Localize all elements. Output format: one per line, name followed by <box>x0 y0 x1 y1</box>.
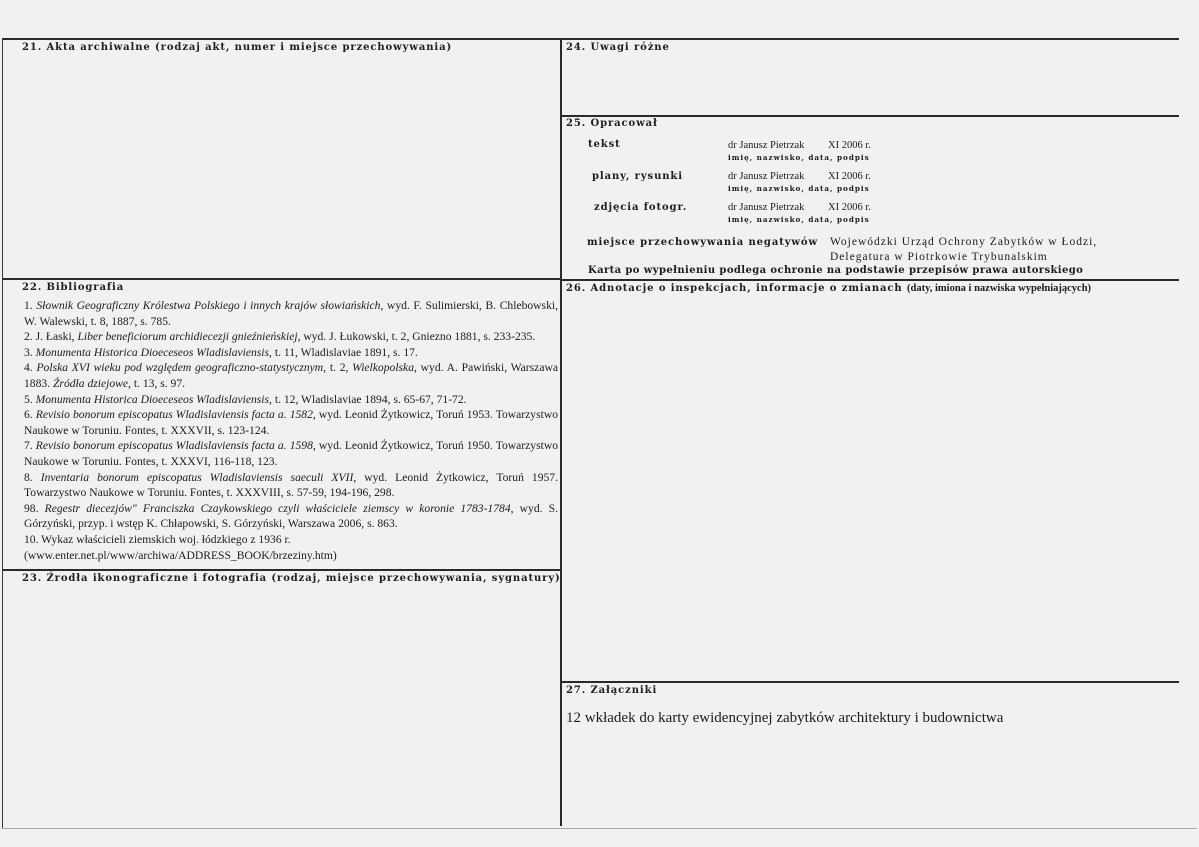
rule-26-27 <box>562 681 1179 683</box>
bib-entry-9: 98. Regestr diecezjów" Franciszka Czaykowskiego czyli właściciele ziemscy w koronie 1783-1784, wyd. S. Górzyński, przyp. i wstęp K. Chłapowski, S. Górzyński, Warszawa 2006, s. 863. <box>24 501 559 531</box>
vertical-divider <box>560 38 562 826</box>
section-24-title: 24. Uwagi różne <box>566 42 670 53</box>
opracowal-author-zdjecia: dr Janusz Pietrzak <box>728 202 805 213</box>
opracowal-hint-plany: imię, nazwisko, data, podpis <box>728 184 870 193</box>
bib-entry-8: 8. Inventaria bonorum episcopatus Wladislaviensis saeculi XVII, wyd. Leonid Żytkowicz, Toruń 1957. Towarzystwo Naukowe w Toruniu. Fontes, t. XXXVIII, s. 57-59, 194-196, 298. <box>24 470 558 500</box>
bib-entry-3: 3. Monumenta Historica Dioeceseos Wladislaviensis, t. 11, Wladislaviae 1891, s. 17. <box>24 345 418 359</box>
bib-entry-6: 6. Revisio bonorum episcopatus Wladislaviensis facta a. 1582, wyd. Leonid Żytkowicz, Toruń 1953. Towarzystwo Naukowe w Toruniu. Fontes, t. XXXVII, s. 123-124. <box>24 408 559 437</box>
opracowal-date-plany: XI 2006 r. <box>828 171 871 182</box>
bib-entry-7: 7. Revisio bonorum episcopatus Wladislaviensis facta a. 1598, wyd. Leonid Żytkowicz, Toruń 1950. Towarzystwo Naukowe w Toruniu. Fontes, t. XXXVI, 116-118, 123. <box>24 439 559 468</box>
bib-entry-1: 1. Słownik Geograficzny Królestwa Polskiego i innych krajów słowiańskich, wyd. F. Sulimierski, B. Chlebowski, W. Walewski, t. 8, 1887, s. 785. <box>24 299 558 328</box>
section-23-title: 23. Źrodła ikonograficzne i fotografia (rodzaj, miejsce przechowywania, sygnatury) <box>22 573 561 584</box>
bibliography-list <box>24 298 558 563</box>
left-page-edge <box>2 38 3 828</box>
negatives-place-line-2: Delegatura w Piotrkowie Trybunalskim <box>830 251 1048 263</box>
section-26-title <box>566 283 1091 294</box>
opracowal-label-tekst: tekst <box>588 139 621 150</box>
opracowal-hint-tekst: imię, nazwisko, data, podpis <box>728 153 870 162</box>
opracowal-author-plany: dr Janusz Pietrzak <box>728 171 805 182</box>
section-22-title: 22. Bibliografia <box>22 282 125 293</box>
section-25-title: 25. Opracował <box>566 118 658 129</box>
opracowal-date-tekst: XI 2006 r. <box>828 140 871 151</box>
rule-21-22 <box>3 278 560 280</box>
opracowal-date-zdjecia: XI 2006 r. <box>828 202 871 213</box>
negatives-label: miejsce przechowywania negatywów <box>587 237 819 248</box>
copyright-notice: Karta po wypełnieniu podlega ochronie na podstawie przepisów prawa autorskiego <box>588 265 1084 276</box>
bib-entry-4: 4. Polska XVI wieku pod względem geograficzno-statystycznym, t. 2, Wielkopolska, wyd. A. Pawiński, Warszawa 1883. Źródła dziejowe, t. 13, s. 97. <box>24 361 558 390</box>
bib-entry-2: 2. J. Łaski, Liber beneficiorum archidiecezji gnieźnieńskiej, wyd. J. Łukowski, t. 2, Gniezno 1881, s. 233-235. <box>24 330 536 344</box>
section-21-title: 21. Akta archiwalne (rodzaj akt, numer i miejsce przechowywania) <box>22 42 453 53</box>
bottom-page-edge <box>2 828 1197 829</box>
attachments-text: 12 wkładek do karty ewidencyjnej zabytków architektury i budownictwa <box>566 710 1004 726</box>
opracowal-hint-zdjecia: imię, nazwisko, data, podpis <box>728 215 870 224</box>
opracowal-label-zdjecia: zdjęcia fotogr. <box>594 202 688 213</box>
opracowal-label-plany: plany, rysunki <box>592 171 683 182</box>
opracowal-author-tekst: dr Janusz Pietrzak <box>728 140 805 151</box>
rule-25-26 <box>562 279 1179 281</box>
section-26-title-sub: (daty, imiona i nazwiska wypełniających) <box>906 283 1092 294</box>
rule-24-25 <box>562 115 1179 117</box>
top-rule <box>3 38 1179 40</box>
rule-22-23 <box>3 569 560 571</box>
bib-entry-5: 5. Monumenta Historica Dioeceseos Wladislaviensis, t. 12, Wladislaviae 1894, s. 65-67, 71-72. <box>24 392 467 406</box>
negatives-place-line-1: Wojewódzki Urząd Ochrony Zabytków w Łodzi, <box>830 236 1098 248</box>
section-27-title: 27. Załączniki <box>566 685 658 696</box>
section-26-title-main: 26. Adnotacje o inspekcjach, informacje o zmianach <box>566 283 903 294</box>
bib-entry-10: 10. Wykaz właścicieli ziemskich woj. łódzkiego z 1936 r. (www.enter.net.pl/www/archiwa/ADDRESS_BOOK/brzeziny.htm) <box>24 532 337 562</box>
